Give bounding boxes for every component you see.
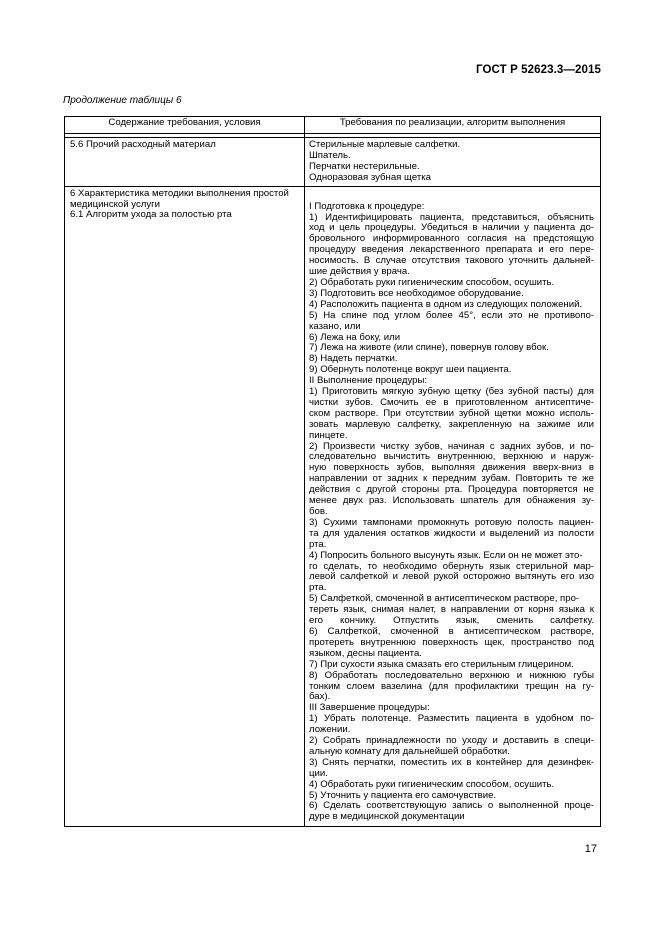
algorithm-line: 1) Приготовить мягкую зубную щетку (без зубной пасты) для <box>309 386 594 398</box>
standard-code: ГОСТ Р 52623.3—2015 <box>476 64 601 76</box>
row-requirement-cell <box>65 138 305 187</box>
algorithm-line: 8) Надеть перчатки. <box>309 353 398 365</box>
algorithm-line: го сделать, то необходимо обернуть язык стерильной мар- <box>309 560 594 572</box>
algorithm-line: бов. <box>309 506 328 517</box>
table-header-row <box>65 117 601 134</box>
algorithm-line: 3) Подготовить все необходимое оборудование. <box>309 287 524 299</box>
algorithm-line: 2) Обработать руки гигиеническим способом, осушить. <box>309 276 555 288</box>
algorithm-line: альную комнату для дальнейшей обработки. <box>309 745 510 757</box>
algorithm-line: 6) Салфеткой, смоченной в антисептическом растворе, <box>309 625 594 637</box>
algorithm-line: 7) При сухости языка смазать его стерильным глицерином. <box>309 658 574 670</box>
algorithm-line: левой салфеткой и левой рукой осторожно вытянуть его изо <box>309 571 594 583</box>
algorithm-line: шие действия у врача. <box>309 266 410 278</box>
algorithm-line: ную поверхность зубов, выполняя движения вверх-вниз в <box>309 462 594 474</box>
algorithm-line: казано, или <box>309 320 361 332</box>
algorithm-line: ход и цель процедуры. Убедиться в наличии у пациента до- <box>309 222 594 234</box>
algorithm-line: бах). <box>309 691 331 703</box>
algorithm-line: 9) Обернуть полотенце вокруг шеи пациента. <box>309 364 512 376</box>
algorithm-line: ложении. <box>309 724 351 736</box>
algorithm-line: менее двух раз. Использовать шпатель для обнажения зу- <box>309 495 594 507</box>
algorithm-line: дуре в медицинской документации <box>309 811 465 823</box>
requirement-text: медицинской услуги <box>70 198 161 210</box>
algorithm-line: рта. <box>309 582 327 594</box>
algorithm-line: процедуру введения лекарственного препарата и его пере- <box>309 244 594 256</box>
algorithm-line: чистки зубов. Смочить ее в приготовленном антисептиче- <box>309 396 594 408</box>
table-row-consumables <box>65 138 601 187</box>
requirement-text: 6 Характеристика методики выполнения простой <box>70 187 289 199</box>
column-header-algorithm: Требования по реализации, алгоритм выполнения <box>305 117 601 134</box>
algorithm-line: тереть язык, снимая налет, в направлении от корня языка к <box>309 604 594 616</box>
algorithm-line: 6) Сделать соответствующую запись о выполненной проце- <box>309 800 594 812</box>
algorithm-line: 2) Произвести чистку зубов, начиная с задних зубов, и по- <box>309 440 594 452</box>
algorithm-line: следовательно вычистить внутреннюю, верхнюю и наруж- <box>309 451 594 463</box>
algorithm-line: 1) Идентифицировать пациента, представиться, объяснить <box>309 211 594 223</box>
table-caption: Продолжение таблицы 6 <box>63 95 182 106</box>
algorithm-line: 3) Снять перчатки, поместить их в контейнер для дезинфек- <box>309 756 594 768</box>
algorithm-line: 8) Обработать последовательно верхнюю и нижнюю губы <box>309 669 594 681</box>
algorithm-line: ции. <box>309 767 328 779</box>
algorithm-line: носимость. В случае отсутствия такового уточнить дальней- <box>309 255 594 267</box>
algorithm-line: та для удаления остатков жидкости и выделений из полости <box>309 527 594 539</box>
algorithm-line: 4) Попросить больного высунуть язык. Если он не может это- <box>309 549 583 561</box>
algorithm-line: его кончику. Отпустить язык, сменить салфетку. <box>309 615 594 627</box>
algorithm-line: рта. <box>309 538 327 550</box>
table-row-method <box>65 186 601 826</box>
column-header-content: Содержание требования, условия <box>65 117 305 134</box>
algorithm-line: ском растворе. При отсутствии зубной щетки можно исполь- <box>309 407 594 419</box>
page-number: 17 <box>584 843 597 855</box>
algorithm-list <box>309 202 594 824</box>
algorithm-line: 5) Салфеткой, смоченной в антисептическом растворе, про- <box>309 593 580 605</box>
algorithm-line: 4) Расположить пациента в одном из следующих положений. <box>309 298 583 310</box>
requirements-table <box>64 116 601 827</box>
algorithm-line: действия с другой стороны рта. Процедура повторяется не <box>309 484 594 496</box>
algorithm-line: II Выполнение процедуры: <box>309 375 428 387</box>
algorithm-line: 1) Убрать полотенце. Разместить пациента в удобном по- <box>309 713 594 725</box>
algorithm-line: языком, десны пациента. <box>309 647 422 659</box>
algorithm-line: пинцете. <box>309 429 348 441</box>
algorithm-line: Одноразовая зубная щетка <box>309 171 431 183</box>
algorithm-line: 4) Обработать руки гигиеническим способом, осушить. <box>309 778 555 790</box>
algorithm-line: I Подготовка к процедуре: <box>309 200 425 212</box>
algorithm-line: 6) Лежа на боку, или <box>309 331 401 343</box>
row-requirement-cell <box>65 186 305 826</box>
algorithm-line: направлении от задних к передним зубам. Повторить те же <box>309 473 594 485</box>
row-algorithm-cell <box>305 138 601 187</box>
algorithm-line: протереть внутреннюю поверхность щек, пространство под <box>309 636 594 648</box>
algorithm-line: 7) Лежа на животе (или спине), повернув голову вбок. <box>309 342 549 354</box>
algorithm-line: Стерильные марлевые салфетки. <box>309 139 461 150</box>
algorithm-line: 5) На спине под углом более 45°, если это не противопо- <box>309 309 594 321</box>
requirement-text: 6.1 Алгоритм ухода за полостью рта <box>70 209 232 221</box>
algorithm-line: бровольного информированного согласия на предстоящую <box>309 233 594 245</box>
algorithm-line: Перчатки нестерильные. <box>309 160 420 172</box>
row-algorithm-cell <box>305 186 601 826</box>
algorithm-line: 3) Сухими тампонами промокнуть ротовую полость пациен- <box>309 516 594 528</box>
algorithm-line: Шпатель. <box>309 149 351 161</box>
requirement-text: 5.6 Прочий расходный материал <box>70 139 216 150</box>
algorithm-line: тонким слоем вазелина (для профилактики трещин на гу- <box>309 680 594 692</box>
algorithm-line: 5) Уточнить у пациента его самочувствие. <box>309 789 497 801</box>
algorithm-line: зовать марлевую салфетку, закрепленную на зажиме или <box>309 418 594 430</box>
algorithm-line: 2) Собрать принадлежности по уходу и доставить в специ- <box>309 735 594 747</box>
algorithm-line: III Завершение процедуры: <box>309 702 430 714</box>
